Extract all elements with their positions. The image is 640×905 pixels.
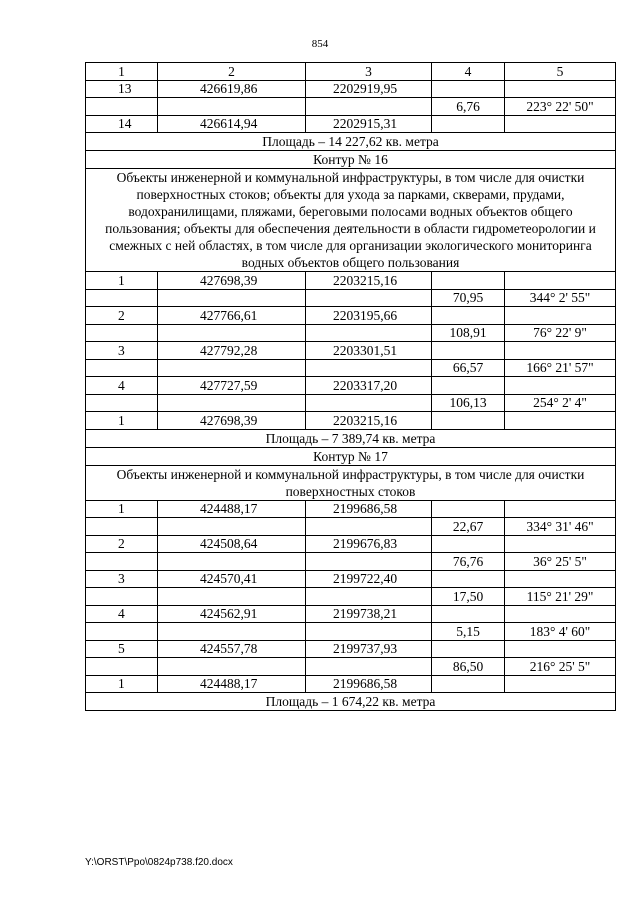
coordinate-x: 426619,86 [158, 80, 306, 98]
span-row [86, 429, 616, 447]
coordinate-x: 424557,78 [158, 640, 306, 658]
empty-cell [505, 115, 616, 133]
direction-angle: 183° 4' 60" [505, 623, 616, 641]
span-text: Площадь – 14 227,62 кв. метра [86, 133, 616, 151]
empty-cell [86, 394, 158, 412]
coordinate-y: 2203317,20 [306, 377, 432, 395]
empty-cell [158, 324, 306, 342]
coordinate-y: 2202919,95 [306, 80, 432, 98]
segment-row [86, 518, 616, 536]
coordinate-x: 427698,39 [158, 272, 306, 290]
point-row [86, 605, 616, 623]
coordinate-x: 427766,61 [158, 307, 306, 325]
coordinate-y: 2199737,93 [306, 640, 432, 658]
empty-cell [505, 80, 616, 98]
segment-length: 76,76 [432, 553, 505, 571]
point-row [86, 500, 616, 518]
direction-angle: 76° 22' 9" [505, 324, 616, 342]
point-number: 1 [86, 272, 158, 290]
empty-cell [432, 377, 505, 395]
empty-cell [86, 98, 158, 116]
empty-cell [86, 623, 158, 641]
segment-row [86, 658, 616, 676]
point-row [86, 342, 616, 360]
coordinate-x: 426614,94 [158, 115, 306, 133]
direction-angle: 216° 25' 5" [505, 658, 616, 676]
empty-cell [432, 640, 505, 658]
point-number: 1 [86, 500, 158, 518]
point-row [86, 675, 616, 693]
empty-cell [158, 518, 306, 536]
empty-cell [158, 658, 306, 676]
empty-cell [306, 98, 432, 116]
empty-cell [158, 98, 306, 116]
segment-length: 66,57 [432, 359, 505, 377]
point-number: 2 [86, 307, 158, 325]
empty-cell [306, 623, 432, 641]
coordinate-y: 2199686,58 [306, 675, 432, 693]
point-number: 5 [86, 640, 158, 658]
span-row [86, 465, 616, 500]
empty-cell [505, 640, 616, 658]
segment-length: 5,15 [432, 623, 505, 641]
span-text: Площадь – 1 674,22 кв. метра [86, 693, 616, 711]
direction-angle: 166° 21' 57" [505, 359, 616, 377]
point-number: 14 [86, 115, 158, 133]
empty-cell [86, 359, 158, 377]
segment-length: 106,13 [432, 394, 505, 412]
span-row [86, 693, 616, 711]
empty-cell [158, 359, 306, 377]
empty-cell [158, 623, 306, 641]
span-text: Объекты инженерной и коммунальной инфраструктуры, в том числе для очистки поверхностных стоков [86, 465, 616, 500]
coordinate-x: 427792,28 [158, 342, 306, 360]
coordinate-x: 424562,91 [158, 605, 306, 623]
coordinate-y: 2203215,16 [306, 412, 432, 430]
span-row [86, 133, 616, 151]
coordinate-x: 424488,17 [158, 675, 306, 693]
empty-cell [86, 289, 158, 307]
empty-cell [306, 588, 432, 606]
page-number: 854 [311, 38, 329, 50]
empty-cell [306, 518, 432, 536]
coordinate-y: 2202915,31 [306, 115, 432, 133]
empty-cell [505, 342, 616, 360]
span-text: Площадь – 7 389,74 кв. метра [86, 429, 616, 447]
coordinate-y: 2199722,40 [306, 570, 432, 588]
coordinates-table [85, 62, 616, 711]
segment-length: 86,50 [432, 658, 505, 676]
empty-cell [432, 272, 505, 290]
point-row [86, 115, 616, 133]
segment-length: 108,91 [432, 324, 505, 342]
point-row [86, 535, 616, 553]
coordinate-x: 424488,17 [158, 500, 306, 518]
empty-cell [432, 500, 505, 518]
empty-cell [432, 342, 505, 360]
empty-cell [505, 570, 616, 588]
header-cell: 4 [432, 63, 505, 81]
point-number: 13 [86, 80, 158, 98]
span-text: Контур № 17 [86, 447, 616, 465]
direction-angle: 115° 21' 29" [505, 588, 616, 606]
point-row [86, 80, 616, 98]
header-cell: 5 [505, 63, 616, 81]
empty-cell [86, 324, 158, 342]
coordinate-y: 2203301,51 [306, 342, 432, 360]
point-number: 1 [86, 675, 158, 693]
direction-angle: 334° 31' 46" [505, 518, 616, 536]
empty-cell [505, 605, 616, 623]
empty-cell [432, 115, 505, 133]
coordinate-x: 427727,59 [158, 377, 306, 395]
coordinate-y: 2199686,58 [306, 500, 432, 518]
empty-cell [306, 553, 432, 571]
coordinate-y: 2199738,21 [306, 605, 432, 623]
coordinate-y: 2203195,66 [306, 307, 432, 325]
direction-angle: 223° 22' 50" [505, 98, 616, 116]
span-row [86, 447, 616, 465]
empty-cell [86, 658, 158, 676]
segment-row [86, 289, 616, 307]
segment-row [86, 588, 616, 606]
empty-cell [432, 80, 505, 98]
segment-row [86, 394, 616, 412]
segment-length: 6,76 [432, 98, 505, 116]
direction-angle: 254° 2' 4" [505, 394, 616, 412]
empty-cell [505, 675, 616, 693]
coordinate-y: 2203215,16 [306, 272, 432, 290]
point-number: 3 [86, 570, 158, 588]
point-row [86, 640, 616, 658]
empty-cell [306, 324, 432, 342]
empty-cell [158, 394, 306, 412]
empty-cell [432, 570, 505, 588]
coordinate-x: 427698,39 [158, 412, 306, 430]
direction-angle: 344° 2' 55" [505, 289, 616, 307]
empty-cell [432, 412, 505, 430]
empty-cell [86, 518, 158, 536]
empty-cell [432, 535, 505, 553]
empty-cell [432, 605, 505, 623]
segment-row [86, 623, 616, 641]
span-text: Объекты инженерной и коммунальной инфраструктуры, в том числе для очистки поверхностных стоков; объекты для ухода за парками, скверами, прудами, водохранилищами, пляжами, береговыми полосами водных объектов общего пользования; объекты для обеспечения деятельности в области гидрометеорологии и смежных с ней областях, в том числе для организации экологического мониторинга водных объектов общего пользования [86, 169, 616, 272]
point-number: 3 [86, 342, 158, 360]
point-row [86, 570, 616, 588]
span-text: Контур № 16 [86, 151, 616, 169]
file-path-footer: Y:\ORST\Ppo\0824p738.f20.docx [85, 857, 233, 868]
segment-row [86, 553, 616, 571]
header-row [86, 63, 616, 81]
empty-cell [505, 377, 616, 395]
coordinate-x: 424508,64 [158, 535, 306, 553]
point-row [86, 272, 616, 290]
point-row [86, 377, 616, 395]
coordinate-y: 2199676,83 [306, 535, 432, 553]
segment-length: 17,50 [432, 588, 505, 606]
empty-cell [505, 307, 616, 325]
segment-row [86, 324, 616, 342]
segment-length: 22,67 [432, 518, 505, 536]
coordinate-x: 424570,41 [158, 570, 306, 588]
segment-row [86, 359, 616, 377]
empty-cell [158, 289, 306, 307]
empty-cell [158, 553, 306, 571]
empty-cell [86, 553, 158, 571]
segment-length: 70,95 [432, 289, 505, 307]
point-number: 1 [86, 412, 158, 430]
empty-cell [505, 412, 616, 430]
empty-cell [505, 272, 616, 290]
span-row [86, 151, 616, 169]
empty-cell [505, 500, 616, 518]
empty-cell [158, 588, 306, 606]
empty-cell [432, 307, 505, 325]
segment-row [86, 98, 616, 116]
empty-cell [306, 394, 432, 412]
empty-cell [86, 588, 158, 606]
point-row [86, 412, 616, 430]
header-cell: 1 [86, 63, 158, 81]
header-cell: 3 [306, 63, 432, 81]
header-cell: 2 [158, 63, 306, 81]
direction-angle: 36° 25' 5" [505, 553, 616, 571]
empty-cell [505, 535, 616, 553]
empty-cell [432, 675, 505, 693]
point-row [86, 307, 616, 325]
point-number: 4 [86, 605, 158, 623]
point-number: 2 [86, 535, 158, 553]
empty-cell [306, 289, 432, 307]
empty-cell [306, 658, 432, 676]
empty-cell [306, 359, 432, 377]
span-row [86, 169, 616, 272]
point-number: 4 [86, 377, 158, 395]
